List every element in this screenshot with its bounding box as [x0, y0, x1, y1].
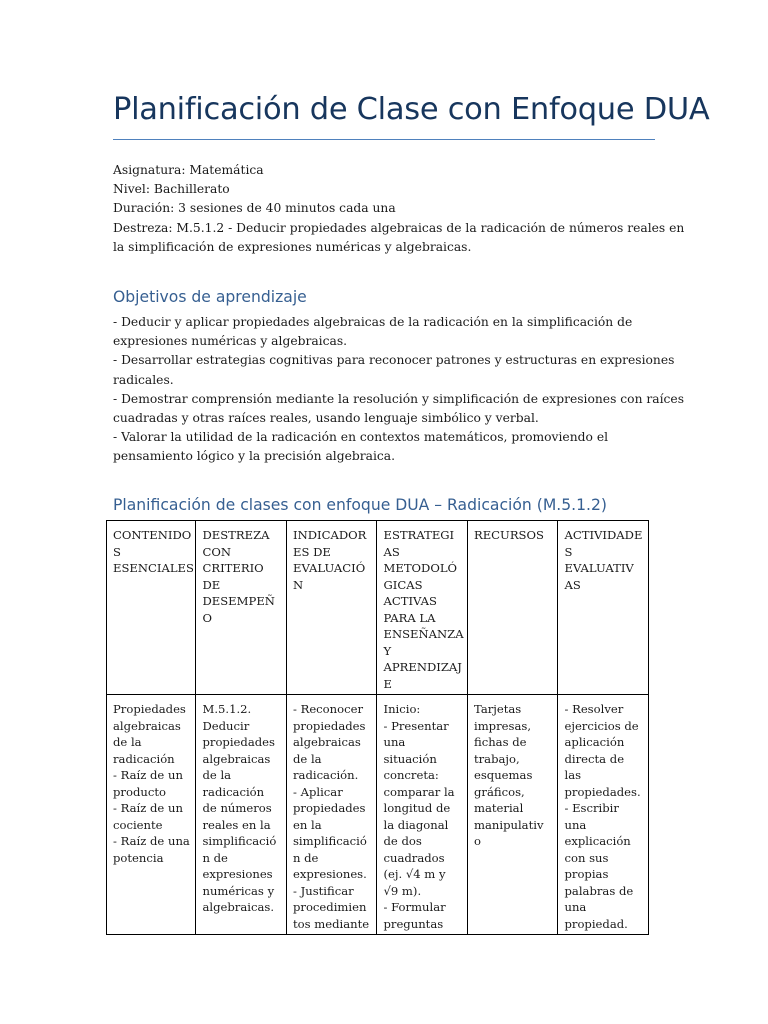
cell-text-line: palabras de [564, 883, 634, 898]
cell-text-line: trabajo, [473, 751, 520, 766]
title-underline [113, 139, 655, 140]
cell-text-line: propias [564, 867, 609, 881]
cell-text-line: ACTIVAS [383, 594, 437, 608]
cell-text-line: S [564, 544, 573, 559]
skill-line-continued: la simplificación de expresiones numéricas y algebraicas. [113, 239, 472, 254]
cell-text-line: de la [292, 751, 322, 766]
cell-text-line: √9 m). [383, 883, 422, 898]
cell-text-line: O [202, 610, 212, 625]
cell-text-line: ACTIVIDADE [564, 528, 643, 542]
level-line: Nivel: Bachillerato [113, 182, 230, 197]
cell-text-line: S [113, 544, 121, 559]
cell-text-line: radicación [113, 751, 175, 766]
cell-text-line: ESTRATEGI [383, 528, 455, 542]
cell-text-line: esquemas [473, 768, 533, 782]
cell-text-line: algebraicas. [202, 900, 275, 914]
cell-text-line: potencia [113, 850, 164, 865]
header-cell [377, 521, 468, 695]
cell-text-line: E [383, 676, 392, 691]
cell-text-line: procedimien [292, 900, 367, 914]
cell-text-line: impresas, [473, 718, 532, 733]
table-cell [558, 695, 649, 935]
header-cell [107, 521, 196, 695]
skill-line: Destreza: M.5.1.2 - Deducir propiedades algebraicas de la radicación de números reales en [113, 220, 685, 235]
cell-text-line: expresiones [202, 867, 273, 881]
cell-text-line: directa de [564, 751, 625, 766]
cell-text-line: de la [202, 768, 232, 782]
table-cell [196, 695, 287, 935]
cell-text-line: n de [292, 850, 319, 865]
cell-text-line: INDICADOR [292, 528, 367, 542]
objectives-list [113, 313, 685, 467]
cell-text-line: concreta: [383, 768, 439, 782]
cell-text-line: Propiedades [113, 702, 186, 716]
cell-text-line: - Raíz de un [113, 768, 183, 782]
cell-text-line: numéricas y [202, 883, 275, 898]
cell-text-line: M.5.1.2. [202, 702, 252, 716]
cell-text-line: CRITERIO [202, 561, 264, 575]
cell-text-line: Inicio: [383, 702, 421, 716]
cell-text-line: DESTREZA [202, 528, 270, 542]
table-cell [286, 695, 377, 935]
cell-text-line: algebraicas [292, 735, 361, 749]
table-cell [107, 695, 196, 935]
cell-text-line: N [292, 577, 304, 592]
cell-text-line: - Resolver [564, 702, 624, 716]
cell-text-line: - Justificar [292, 883, 354, 898]
table-header-row [107, 521, 649, 695]
cell-text-line: material [473, 801, 524, 815]
cell-text-line: EVALUACIÓ [292, 561, 366, 575]
cell-text-line: CONTENIDO [113, 528, 192, 542]
cell-text-line: manipulativ [473, 817, 544, 832]
cell-text-line: una [564, 817, 587, 832]
cell-text-line: las [564, 768, 582, 782]
cell-text-line: en la [292, 817, 322, 832]
cell-text-line: propiedad. [564, 916, 628, 931]
cell-text-line: Y [383, 643, 392, 658]
cell-text-line: AS [383, 544, 400, 559]
cell-text-line: - Raíz de un [113, 801, 183, 815]
cell-text-line: APRENDIZAJ [383, 660, 462, 674]
cell-text-line: - Presentar [383, 718, 449, 733]
cell-text-line: propiedades [202, 735, 275, 749]
cell-text-line: GICAS [383, 577, 423, 592]
cell-text-line: con sus [564, 850, 609, 865]
cell-text-line: reales en la [202, 817, 271, 832]
cell-text-line: la diagonal [383, 817, 449, 832]
table-cell [377, 695, 468, 935]
duration-line: Duración: 3 sesiones de 40 minutos cada una [113, 201, 396, 216]
cell-text-line: - Aplicar [292, 784, 343, 799]
cell-text-line: Deducir [202, 718, 250, 733]
cell-text-line: PARA LA [383, 610, 436, 625]
cell-text-line: Tarjetas [473, 702, 522, 716]
header-cell [558, 521, 649, 695]
header-cell [286, 521, 377, 695]
cell-text-line: EVALUATIV [564, 561, 634, 575]
table-heading: Planificación de clases con enfoque DUA – Radicación (M.5.1.2) [113, 496, 607, 514]
cell-text-line: propiedades [292, 718, 366, 733]
cell-text-line: preguntas [383, 916, 444, 931]
objective-line: - Demostrar comprensión mediante la resolución y simplificación de expresiones con raíces [113, 391, 685, 406]
cell-text-line: una [383, 735, 406, 749]
cell-text-line: comparar la [383, 784, 455, 799]
header-cell [196, 521, 287, 695]
cell-text-line: simplificació [202, 834, 277, 848]
cell-text-line: radicación. [292, 768, 359, 782]
cell-text-line: (ej. √4 m y [383, 867, 446, 881]
cell-text-line: de números [202, 801, 272, 815]
cell-text-line: longitud de [383, 801, 451, 815]
cell-text-line: - Escribir [564, 801, 619, 815]
cell-text-line: ESENCIALES [113, 561, 194, 575]
objective-line: cuadradas y otras raíces reales, usando lenguaje simbólico y verbal. [113, 411, 539, 426]
cell-text-line: una [564, 900, 587, 914]
table-cell [467, 695, 558, 935]
cell-text-line: expresiones. [292, 867, 367, 881]
course-info [113, 161, 685, 257]
cell-text-line: cuadrados [383, 850, 445, 865]
cell-text-line: ejercicios de [564, 718, 639, 733]
cell-text-line: de dos [383, 834, 422, 848]
cell-text-line: explicación [564, 834, 631, 848]
cell-text-line: DE [202, 577, 221, 592]
cell-text-line: propiedades. [564, 784, 641, 799]
objective-line: - Desarrollar estrategias cognitivas para reconocer patrones y estructuras en expresiones [113, 353, 675, 368]
cell-text-line: o [473, 834, 481, 848]
cell-text-line: fichas de [473, 735, 527, 749]
cell-text-line: algebraicas [202, 751, 271, 766]
cell-text-line: cociente [113, 817, 163, 832]
objectives-heading: Objetivos de aprendizaje [113, 288, 307, 306]
cell-text-line: producto [113, 784, 166, 799]
objective-line: expresiones numéricas y algebraicas. [113, 334, 348, 349]
planning-table [106, 520, 649, 935]
cell-text-line: aplicación [564, 735, 625, 749]
cell-text-line: algebraicas [113, 718, 181, 733]
page-title: Planificación de Clase con Enfoque DUA [113, 92, 710, 127]
cell-text-line: - Formular [383, 900, 446, 914]
cell-text-line: propiedades [292, 801, 366, 815]
cell-text-line: radicación [202, 784, 265, 799]
cell-text-line: DESEMPEÑ [202, 594, 275, 608]
cell-text-line: METODOLÓ [383, 561, 458, 575]
cell-text-line: n de [202, 850, 228, 865]
table-row [107, 695, 649, 935]
header-cell [467, 521, 558, 695]
cell-text-line: tos mediante [292, 916, 370, 931]
cell-text-line: simplificació [292, 834, 367, 848]
cell-text-line: AS [564, 577, 581, 592]
objective-line: - Valorar la utilidad de la radicación en contextos matemáticos, promoviendo el [113, 430, 609, 445]
cell-text-line: ENSEÑANZA [383, 627, 464, 641]
objective-line: - Deducir y aplicar propiedades algebraicas de la radicación en la simplificación de [113, 315, 633, 329]
cell-text-line: - Raíz de una [113, 834, 190, 848]
objective-line: pensamiento lógico y la precisión algebraica. [113, 449, 395, 464]
subject-line: Asignatura: Matemática [113, 163, 264, 177]
cell-text-line: gráficos, [473, 784, 525, 799]
cell-text-line: situación [383, 751, 437, 766]
cell-text-line: CON [202, 544, 232, 559]
cell-text-line: de la [113, 735, 142, 749]
cell-text-line: - Reconocer [292, 702, 363, 716]
objective-line: radicales. [113, 372, 174, 387]
cell-text-line: RECURSOS [473, 528, 544, 542]
cell-text-line: ES DE [292, 544, 331, 559]
